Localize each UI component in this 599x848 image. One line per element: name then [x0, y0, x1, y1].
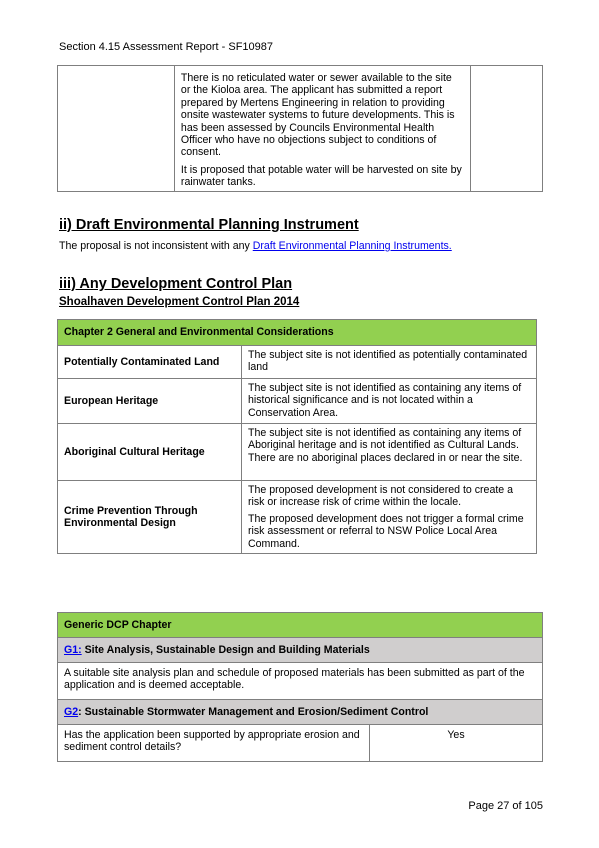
g2-question: Has the application been supported by appropriate erosion and sediment control details? [58, 725, 370, 762]
chapter2-header: Chapter 2 General and Environmental Considerations [58, 320, 537, 346]
dcp-subheading: Shoalhaven Development Control Plan 2014 [59, 296, 300, 308]
row-text-paragraph: The subject site is not identified as containing any items of historical significance and is not located within a Conservation Area. [248, 382, 522, 419]
report-header: Section 4.15 Assessment Report - SF10987 [59, 41, 274, 53]
g1-text: A suitable site analysis plan and schedule of proposed materials has been submitted as part of the application and is deemed acceptable. [58, 663, 543, 700]
wastewater-cell [174, 66, 470, 192]
rainwater-paragraph: It is proposed that potable water will be harvested on site by rainwater tanks. [180, 163, 462, 189]
section-iii-heading: iii) Any Development Control Plan [59, 276, 293, 292]
row-text [242, 481, 537, 554]
empty-cell-right [470, 66, 542, 192]
row-label: European Heritage [58, 379, 242, 424]
row-text [242, 346, 537, 379]
generic-dcp-table [57, 612, 543, 762]
wastewater-paragraph: There is no reticulated water or sewer available to the site or the Kioloa area. The applicant has submitted a report prepared by Mertens Engineering in relation to providing onsite wastewater systems to future developments. This is has been assessed by Councils Environmental Health Officer who have no objections subject to conditions of consent. [180, 72, 455, 159]
g2-answer: Yes [370, 725, 543, 762]
chapter2-table [57, 319, 537, 554]
row-label: Crime Prevention Through Environmental Design [58, 481, 242, 554]
generic-dcp-header: Generic DCP Chapter [58, 613, 543, 638]
wastewater-table [57, 65, 543, 192]
row-label: Aboriginal Cultural Heritage [58, 424, 242, 481]
row-text-paragraph: The proposed development does not trigger a formal crime risk assessment or referral to NSW Police Local Area Command. [248, 512, 524, 550]
section-ii-text: The proposal is not inconsistent with any [59, 240, 253, 252]
row-text-paragraph: The subject site is not identified as containing any items of Aboriginal heritage and is not identified as Cultural Lands. There are no aboriginal places declared in or near the site. [248, 427, 523, 464]
g2-link[interactable]: G2 [64, 705, 79, 718]
page-number: Page 27 of 105 [468, 800, 543, 812]
draft-epi-link[interactable]: Draft Environmental Planning Instruments. [252, 240, 452, 252]
row-text [242, 424, 537, 481]
section-ii-paragraph [59, 240, 452, 252]
g2-title: : Sustainable Stormwater Management and Erosion/Sediment Control [78, 705, 429, 718]
g1-title: Site Analysis, Sustainable Design and Building Materials [81, 643, 370, 656]
row-text-paragraph: The subject site is not identified as potentially contaminated land [248, 349, 528, 374]
g1-link[interactable]: G1: [64, 643, 82, 656]
row-text [242, 379, 537, 424]
empty-cell-left [58, 66, 175, 192]
row-label: Potentially Contaminated Land [58, 346, 242, 379]
row-text-paragraph: The proposed development is not considered to create a risk or increase risk of crime within the locale. [248, 484, 514, 509]
g1-heading [58, 638, 543, 663]
g2-heading [58, 700, 543, 725]
section-ii-heading: ii) Draft Environmental Planning Instrument [59, 217, 359, 233]
